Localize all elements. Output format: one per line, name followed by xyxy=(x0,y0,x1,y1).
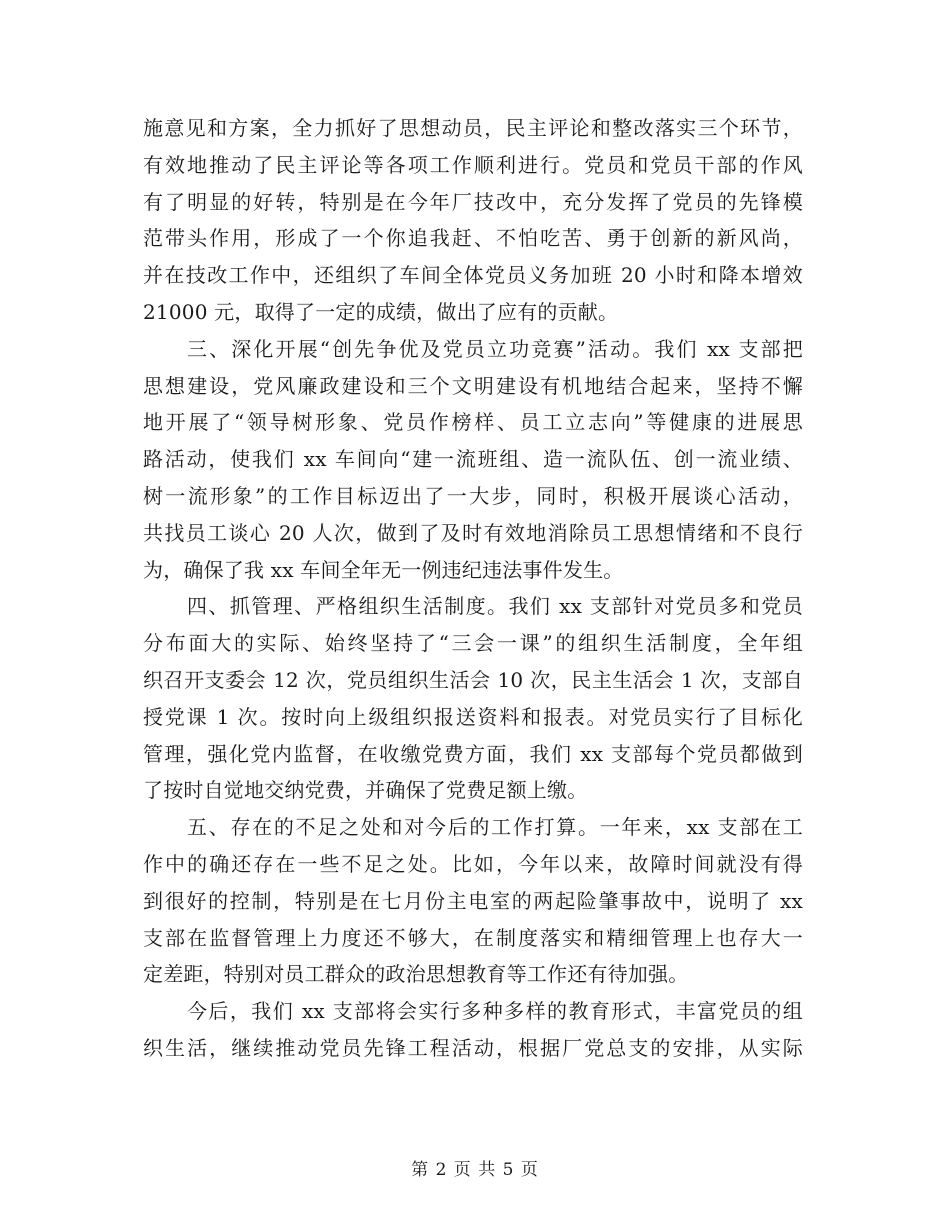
text-line: 21000 元，取得了一定的成绩，做出了应有的贡献。 xyxy=(143,299,619,324)
text-line: 共找员工谈心 20 人次，做到了及时有效地消除员工思想情绪和不良行 xyxy=(143,520,803,545)
text-line: 织召开支委会 12 次，党员组织生活会 10 次，民主生活会 1 次，支部自 xyxy=(143,667,803,692)
text-line: 地开展了“领导树形象、党员作榜样、员工立志向”等健康的进展思 xyxy=(143,410,803,435)
text-line: 织生活，继续推动党员先锋工程活动，根据厂党总支的安排，从实际 xyxy=(143,1035,803,1060)
text-line: 为，确保了我 xx 车间全年无一例违纪违法事件发生。 xyxy=(143,557,624,582)
text-line: 施意见和方案，全力抓好了思想动员，民主评论和整改落实三个环节， xyxy=(143,116,803,140)
text-line: 路活动，使我们 xx 车间向“建一流班组、造一流队伍、创一流业绩、 xyxy=(143,447,803,472)
paragraph-first-line: 五、存在的不足之处和对今后的工作打算。一年来，xx 支部在工 xyxy=(187,815,803,840)
text-line: 有了明显的好转，特别是在今年厂技改中，充分发挥了党员的先锋模 xyxy=(143,189,803,214)
paragraph-first-line: 四、抓管理、严格组织生活制度。我们 xx 支部针对党员多和党员 xyxy=(187,594,803,619)
text-line: 树一流形象”的工作目标迈出了一大步，同时，积极开展谈心活动， xyxy=(143,483,803,508)
text-line: 管理，强化党内监督，在收缴党费方面，我们 xx 支部每个党员都做到 xyxy=(143,741,803,766)
page-number-footer: 第 2 页 共 5 页 xyxy=(411,1160,539,1180)
body-text xyxy=(143,110,803,1067)
text-line: 定差距，特别对员工群众的政治思想教育等工作还有待加强。 xyxy=(143,962,689,987)
text-line: 作中的确还存在一些不足之处。比如，今年以来，故障时间就没有得 xyxy=(143,851,803,876)
text-line: 思想建设，党风廉政建设和三个文明建设有机地结合起来，坚持不懈 xyxy=(143,373,803,398)
text-line: 有效地推动了民主评论等各项工作顺利进行。党员和党员干部的作风 xyxy=(143,152,803,177)
text-line: 了按时自觉地交纳党费，并确保了党费足额上缴。 xyxy=(143,778,588,803)
paragraph-first-line: 今后，我们 xx 支部将会实行多种多样的教育形式，丰富党员的组 xyxy=(187,999,803,1024)
text-line: 到很好的控制，特别是在七月份主电室的两起险肇事故中，说明了 xx xyxy=(143,888,803,913)
text-line: 授党课 1 次。按时向上级组织报送资料和报表。对党员实行了目标化 xyxy=(143,704,803,729)
text-line: 支部在监督管理上力度还不够大，在制度落实和精细管理上也存大一 xyxy=(143,925,803,950)
text-line: 并在技改工作中，还组织了车间全体党员义务加班 20 小时和降本增效 xyxy=(143,263,803,288)
text-line: 范带头作用，形成了一个你追我赶、不怕吃苦、勇于创新的新风尚， xyxy=(143,226,803,251)
paragraph-first-line: 三、深化开展“创先争优及党员立功竞赛”活动。我们 xx 支部把 xyxy=(187,336,803,361)
text-line: 分布面大的实际、始终坚持了“三会一课”的组织生活制度，全年组 xyxy=(143,631,803,656)
